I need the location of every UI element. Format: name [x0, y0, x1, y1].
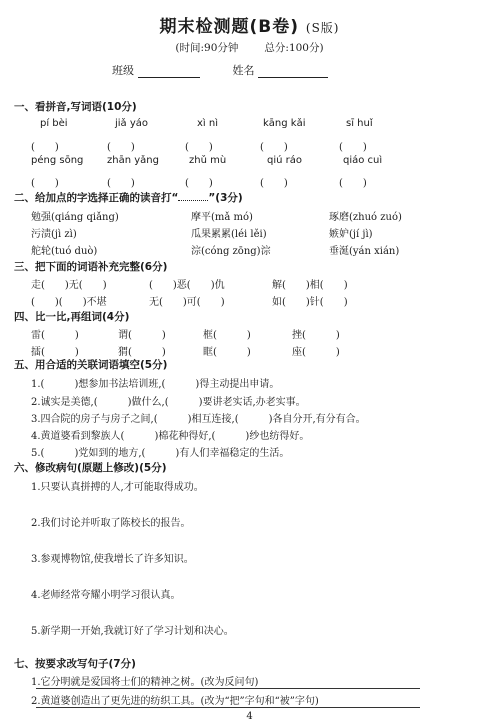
- sentence-line: [0, 622, 499, 636]
- sentence-text[interactable]: 1.只要认真拼搏的人,才可能取得成功。: [31, 482, 204, 493]
- exam-title: 期末检测题(B卷): [159, 17, 299, 37]
- section4-heading: 四、比一比,再组词(4分): [14, 311, 130, 323]
- rewrite-line: [0, 673, 499, 687]
- conjunction-line: [0, 393, 499, 407]
- blank-row-2: [0, 174, 499, 188]
- score-label: 总分:100分): [264, 42, 324, 54]
- compare-row-1: [0, 326, 499, 340]
- wavy-underline-mark: [178, 192, 208, 201]
- answer-blank[interactable]: ( ): [260, 142, 288, 153]
- idiom-item[interactable]: 无( )可( ): [149, 297, 225, 308]
- page-title: [0, 12, 499, 37]
- exam-meta: [0, 40, 499, 55]
- name-field[interactable]: [258, 66, 328, 78]
- student-info: [112, 62, 328, 78]
- reading-row-2: [0, 225, 499, 239]
- section7-heading: 七、按要求改写句子(7分): [14, 658, 136, 670]
- reading-item[interactable]: 琢磨(zhuó zuó): [329, 212, 402, 223]
- section2-heading-score: ”(3分): [208, 192, 243, 204]
- conjunction-text[interactable]: 3.四合院的房子与房子之间,( )相互连接,( )各自分开,有分有合。: [31, 414, 366, 425]
- idiom-item[interactable]: 走( )无( ): [31, 280, 107, 291]
- conjunction-line: [0, 375, 499, 389]
- rewrite-text: 1.它分明就是爱国将士们的精神之树。(改为反问句): [31, 677, 259, 688]
- pinyin-item: qiáo cuì: [343, 155, 383, 166]
- pinyin-item: jiǎ yáo: [115, 118, 149, 129]
- sentence-line: [0, 514, 499, 528]
- answer-blank[interactable]: ( ): [339, 142, 367, 153]
- pinyin-item: péng sōng: [31, 155, 84, 166]
- idiom-item[interactable]: ( )恶( )仇: [149, 280, 225, 291]
- idiom-item[interactable]: 解( )相( ): [272, 280, 348, 291]
- reading-row-1: [0, 208, 499, 222]
- answer-line[interactable]: [36, 707, 420, 708]
- sentence-text[interactable]: 5.新学期一开始,我就订好了学习计划和决心。: [31, 626, 234, 637]
- conjunction-line: [0, 444, 499, 458]
- section5-heading: 五、用合适的关联词语填空(5分): [14, 359, 168, 371]
- pinyin-item: qiú ráo: [267, 155, 302, 166]
- answer-blank[interactable]: ( ): [107, 178, 135, 189]
- conjunction-text[interactable]: 5.( )党如到的地方,( )有人们幸福稳定的生活。: [31, 448, 290, 459]
- reading-item[interactable]: 垂涎(yán xián): [329, 246, 400, 257]
- reading-item[interactable]: 嫉妒(jí jì): [329, 229, 373, 240]
- pinyin-item: zhān yǎng: [107, 155, 159, 166]
- compare-item[interactable]: 挫( ): [292, 330, 340, 341]
- compare-item[interactable]: 框( ): [203, 330, 251, 341]
- pinyin-item: zhǔ mù: [189, 155, 227, 166]
- section1-heading: 一、看拼音,写词语(10分): [14, 101, 137, 113]
- blank-row-1: [0, 138, 499, 152]
- idiom-item[interactable]: ( )( )不堪: [31, 297, 107, 308]
- answer-blank[interactable]: ( ): [339, 178, 367, 189]
- reading-item[interactable]: 舵轮(tuó duò): [31, 246, 98, 257]
- answer-line[interactable]: [36, 688, 420, 689]
- sentence-line: [0, 586, 499, 600]
- conjunction-text[interactable]: 1.( )想参加书法培训班,( )得主动提出申请。: [31, 379, 280, 390]
- reading-item[interactable]: 淙(cóng zōng)淙: [191, 246, 271, 257]
- pinyin-item: sī huǐ: [346, 118, 373, 129]
- sentence-text[interactable]: 3.参观博物馆,使我增长了许多知识。: [31, 554, 194, 565]
- conjunction-text[interactable]: 4.黄道婆看到黎族人( )棉花种得好,( )纱也纺得好。: [31, 431, 310, 442]
- pinyin-row-1: [0, 118, 499, 132]
- name-label: 姓名: [232, 64, 255, 77]
- answer-blank[interactable]: ( ): [185, 142, 213, 153]
- reading-item[interactable]: 瓜果累累(léi lěi): [191, 229, 267, 240]
- compare-item[interactable]: 谓( ): [118, 330, 166, 341]
- conjunction-text[interactable]: 2.诚实是美德,( )做什么,( )要讲老实话,办老实事。: [31, 397, 306, 408]
- idiom-row-2: [0, 293, 499, 307]
- conjunction-line: [0, 427, 499, 441]
- section3-heading: 三、把下面的词语补充完整(6分): [14, 261, 168, 273]
- idiom-item[interactable]: 如( )针( ): [272, 297, 348, 308]
- pinyin-row-2: [0, 155, 499, 169]
- compare-item[interactable]: 擂( ): [31, 347, 79, 358]
- compare-item[interactable]: 猬( ): [118, 347, 166, 358]
- answer-blank[interactable]: ( ): [260, 178, 288, 189]
- conjunction-line: [0, 410, 499, 424]
- class-field[interactable]: [138, 66, 200, 78]
- pinyin-item: xì nì: [197, 118, 218, 129]
- pinyin-item: kāng kǎi: [263, 118, 306, 129]
- sentence-line: [0, 478, 499, 492]
- class-label: 班级: [112, 64, 134, 77]
- answer-blank[interactable]: ( ): [31, 142, 59, 153]
- sentence-text[interactable]: 4.老师经常夸耀小明学习很认真。: [31, 590, 181, 601]
- compare-item[interactable]: 眶( ): [203, 347, 251, 358]
- compare-row-2: [0, 343, 499, 357]
- answer-blank[interactable]: ( ): [107, 142, 135, 153]
- section2-heading: [14, 190, 243, 205]
- reading-item[interactable]: 勉强(qiáng qiǎng): [31, 212, 119, 223]
- compare-item[interactable]: 雷( ): [31, 330, 79, 341]
- page-number: 4: [246, 711, 253, 722]
- section2-heading-text: 二、给加点的字选择正确的读音打“: [14, 192, 179, 204]
- reading-item[interactable]: 摩平(mǎ mó): [191, 212, 253, 223]
- rewrite-line: [0, 692, 499, 706]
- compare-item[interactable]: 座( ): [292, 347, 340, 358]
- edition-label: (S版): [305, 21, 340, 35]
- idiom-row-1: [0, 276, 499, 290]
- sentence-line: [0, 550, 499, 564]
- time-label: (时间:90分钟: [175, 42, 239, 54]
- sentence-text[interactable]: 2.我们讨论并听取了陈校长的报告。: [31, 518, 191, 529]
- reading-row-3: [0, 242, 499, 256]
- pinyin-item: pí bèi: [40, 118, 68, 129]
- section6-heading: 六、修改病句(原题上修改)(5分): [14, 462, 167, 474]
- reading-item[interactable]: 污渍(jì zì): [31, 229, 77, 240]
- answer-blank[interactable]: ( ): [185, 178, 213, 189]
- answer-blank[interactable]: ( ): [31, 178, 59, 189]
- rewrite-text: 2.黄道婆创造出了更先进的纺织工具。(改为“把”字句和“被”字句): [31, 696, 319, 707]
